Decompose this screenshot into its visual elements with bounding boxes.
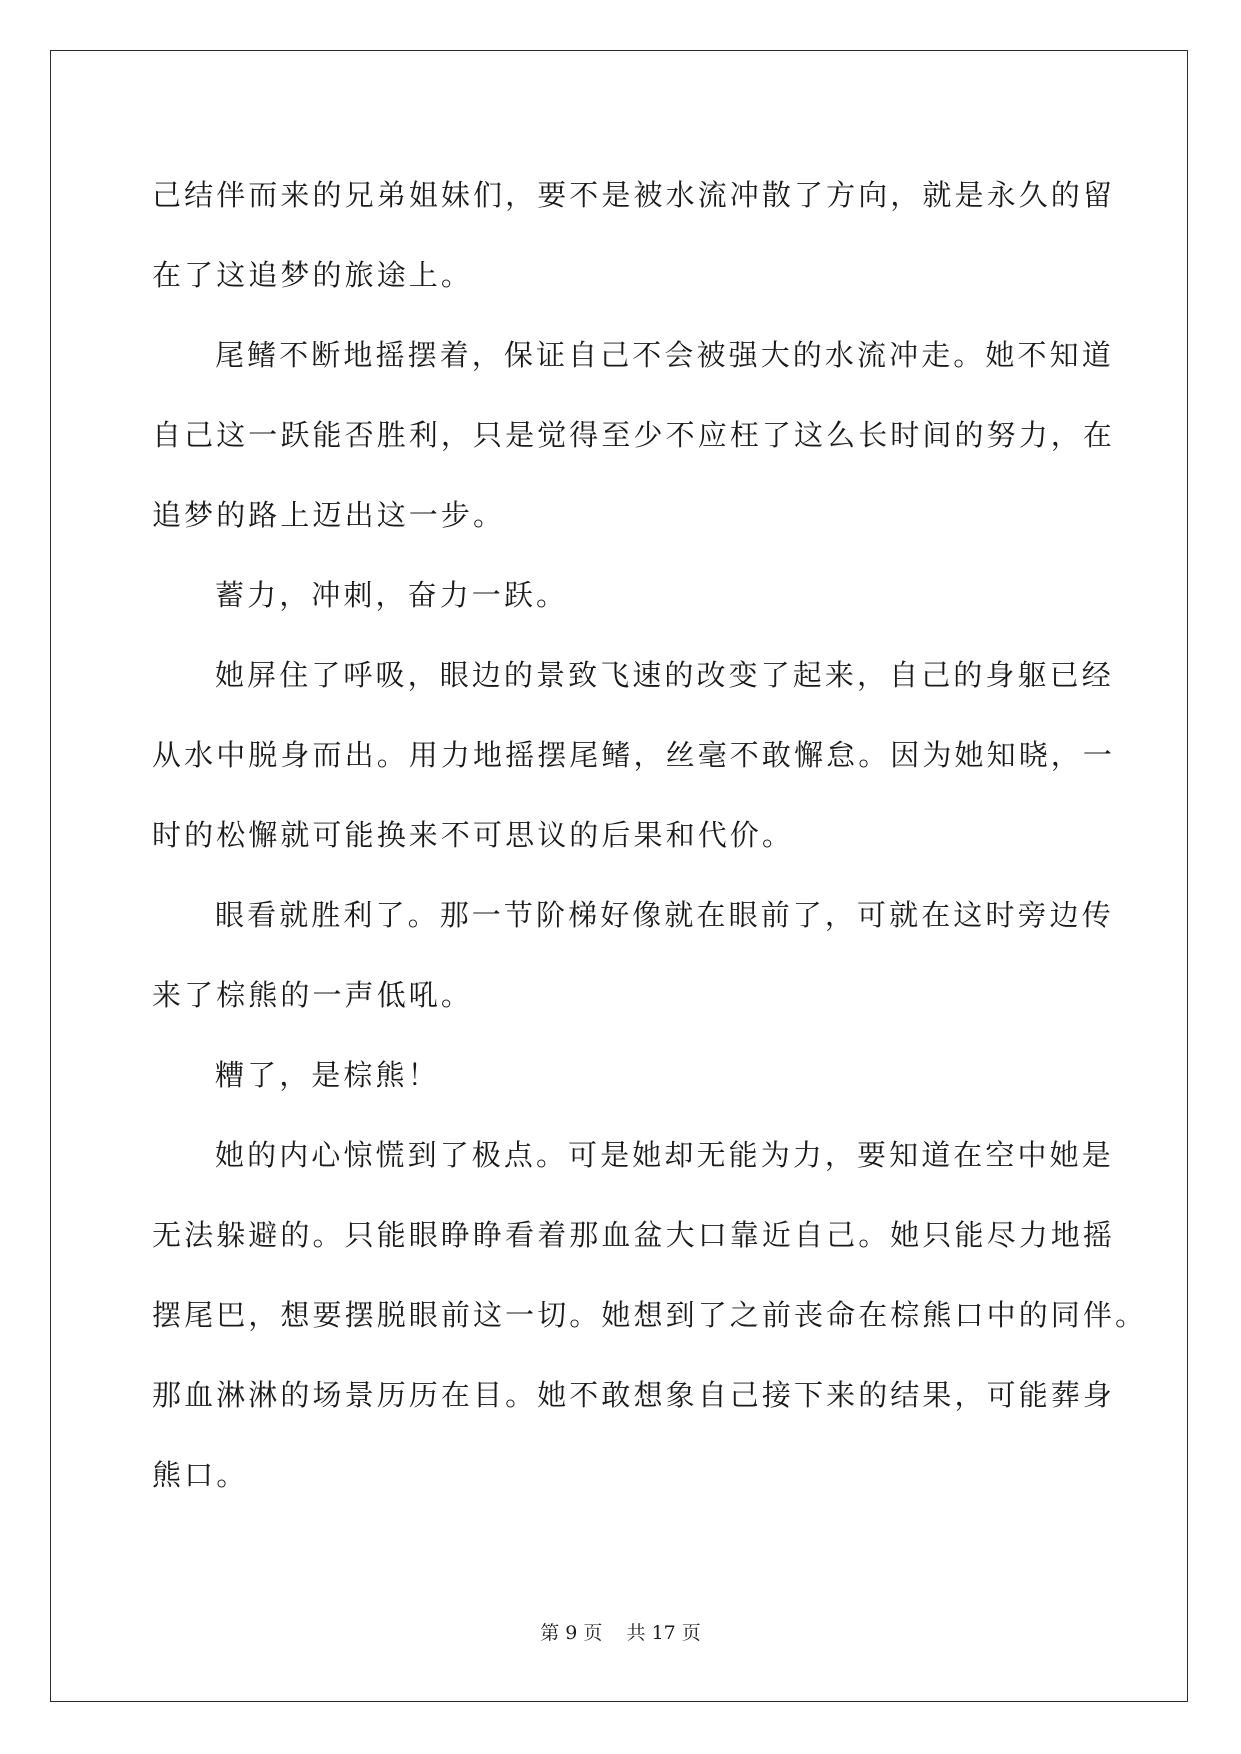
text-line: 糟了，是棕熊！ [215, 1058, 440, 1092]
text-line: 她屏住了呼吸，眼边的景致飞速的改变了起来，自己的身躯已经 [215, 658, 1114, 692]
page-total: 共 17 页 [626, 1622, 701, 1644]
text-line: 时的松懈就可能换来不可思议的后果和代价。 [152, 818, 795, 852]
text-line: 那血淋淋的场景历历在目。她不敢想象自己接下来的结果，可能葬身 [152, 1378, 1116, 1412]
text-line: 从水中脱身而出。用力地摇摆尾鳍，丝毫不敢懈怠。因为她知晓，一 [152, 738, 1116, 772]
text-line: 自己这一跃能否胜利，只是觉得至少不应枉了这么长时间的努力，在 [152, 418, 1116, 452]
text-line: 摆尾巴，想要摆脱眼前这一切。她想到了之前丧命在棕熊口中的同伴。 [152, 1298, 1148, 1332]
text-line: 己结伴而来的兄弟姐妹们，要不是被水流冲散了方向，就是永久的留 [152, 178, 1116, 212]
text-line: 眼看就胜利了。那一节阶梯好像就在眼前了，可就在这时旁边传 [215, 898, 1114, 932]
page-number: 第 9 页 [540, 1622, 603, 1644]
text-line: 在了这追梦的旅途上。 [152, 258, 474, 292]
text-line: 无法躲避的。只能眼睁睁看着那血盆大口靠近自己。她只能尽力地摇 [152, 1218, 1116, 1252]
text-line: 尾鳍不断地摇摆着，保证自己不会被强大的水流冲走。她不知道 [215, 338, 1114, 372]
text-line: 她的内心惊慌到了极点。可是她却无能为力，要知道在空中她是 [215, 1138, 1114, 1172]
text-line: 蓄力，冲刺，奋力一跃。 [215, 578, 569, 612]
page-footer [0, 1618, 1241, 1645]
text-line: 熊口。 [152, 1458, 249, 1492]
text-line: 来了棕熊的一声低吼。 [152, 978, 474, 1012]
document-body [152, 155, 1148, 1515]
text-line: 追梦的路上迈出这一步。 [152, 498, 506, 532]
